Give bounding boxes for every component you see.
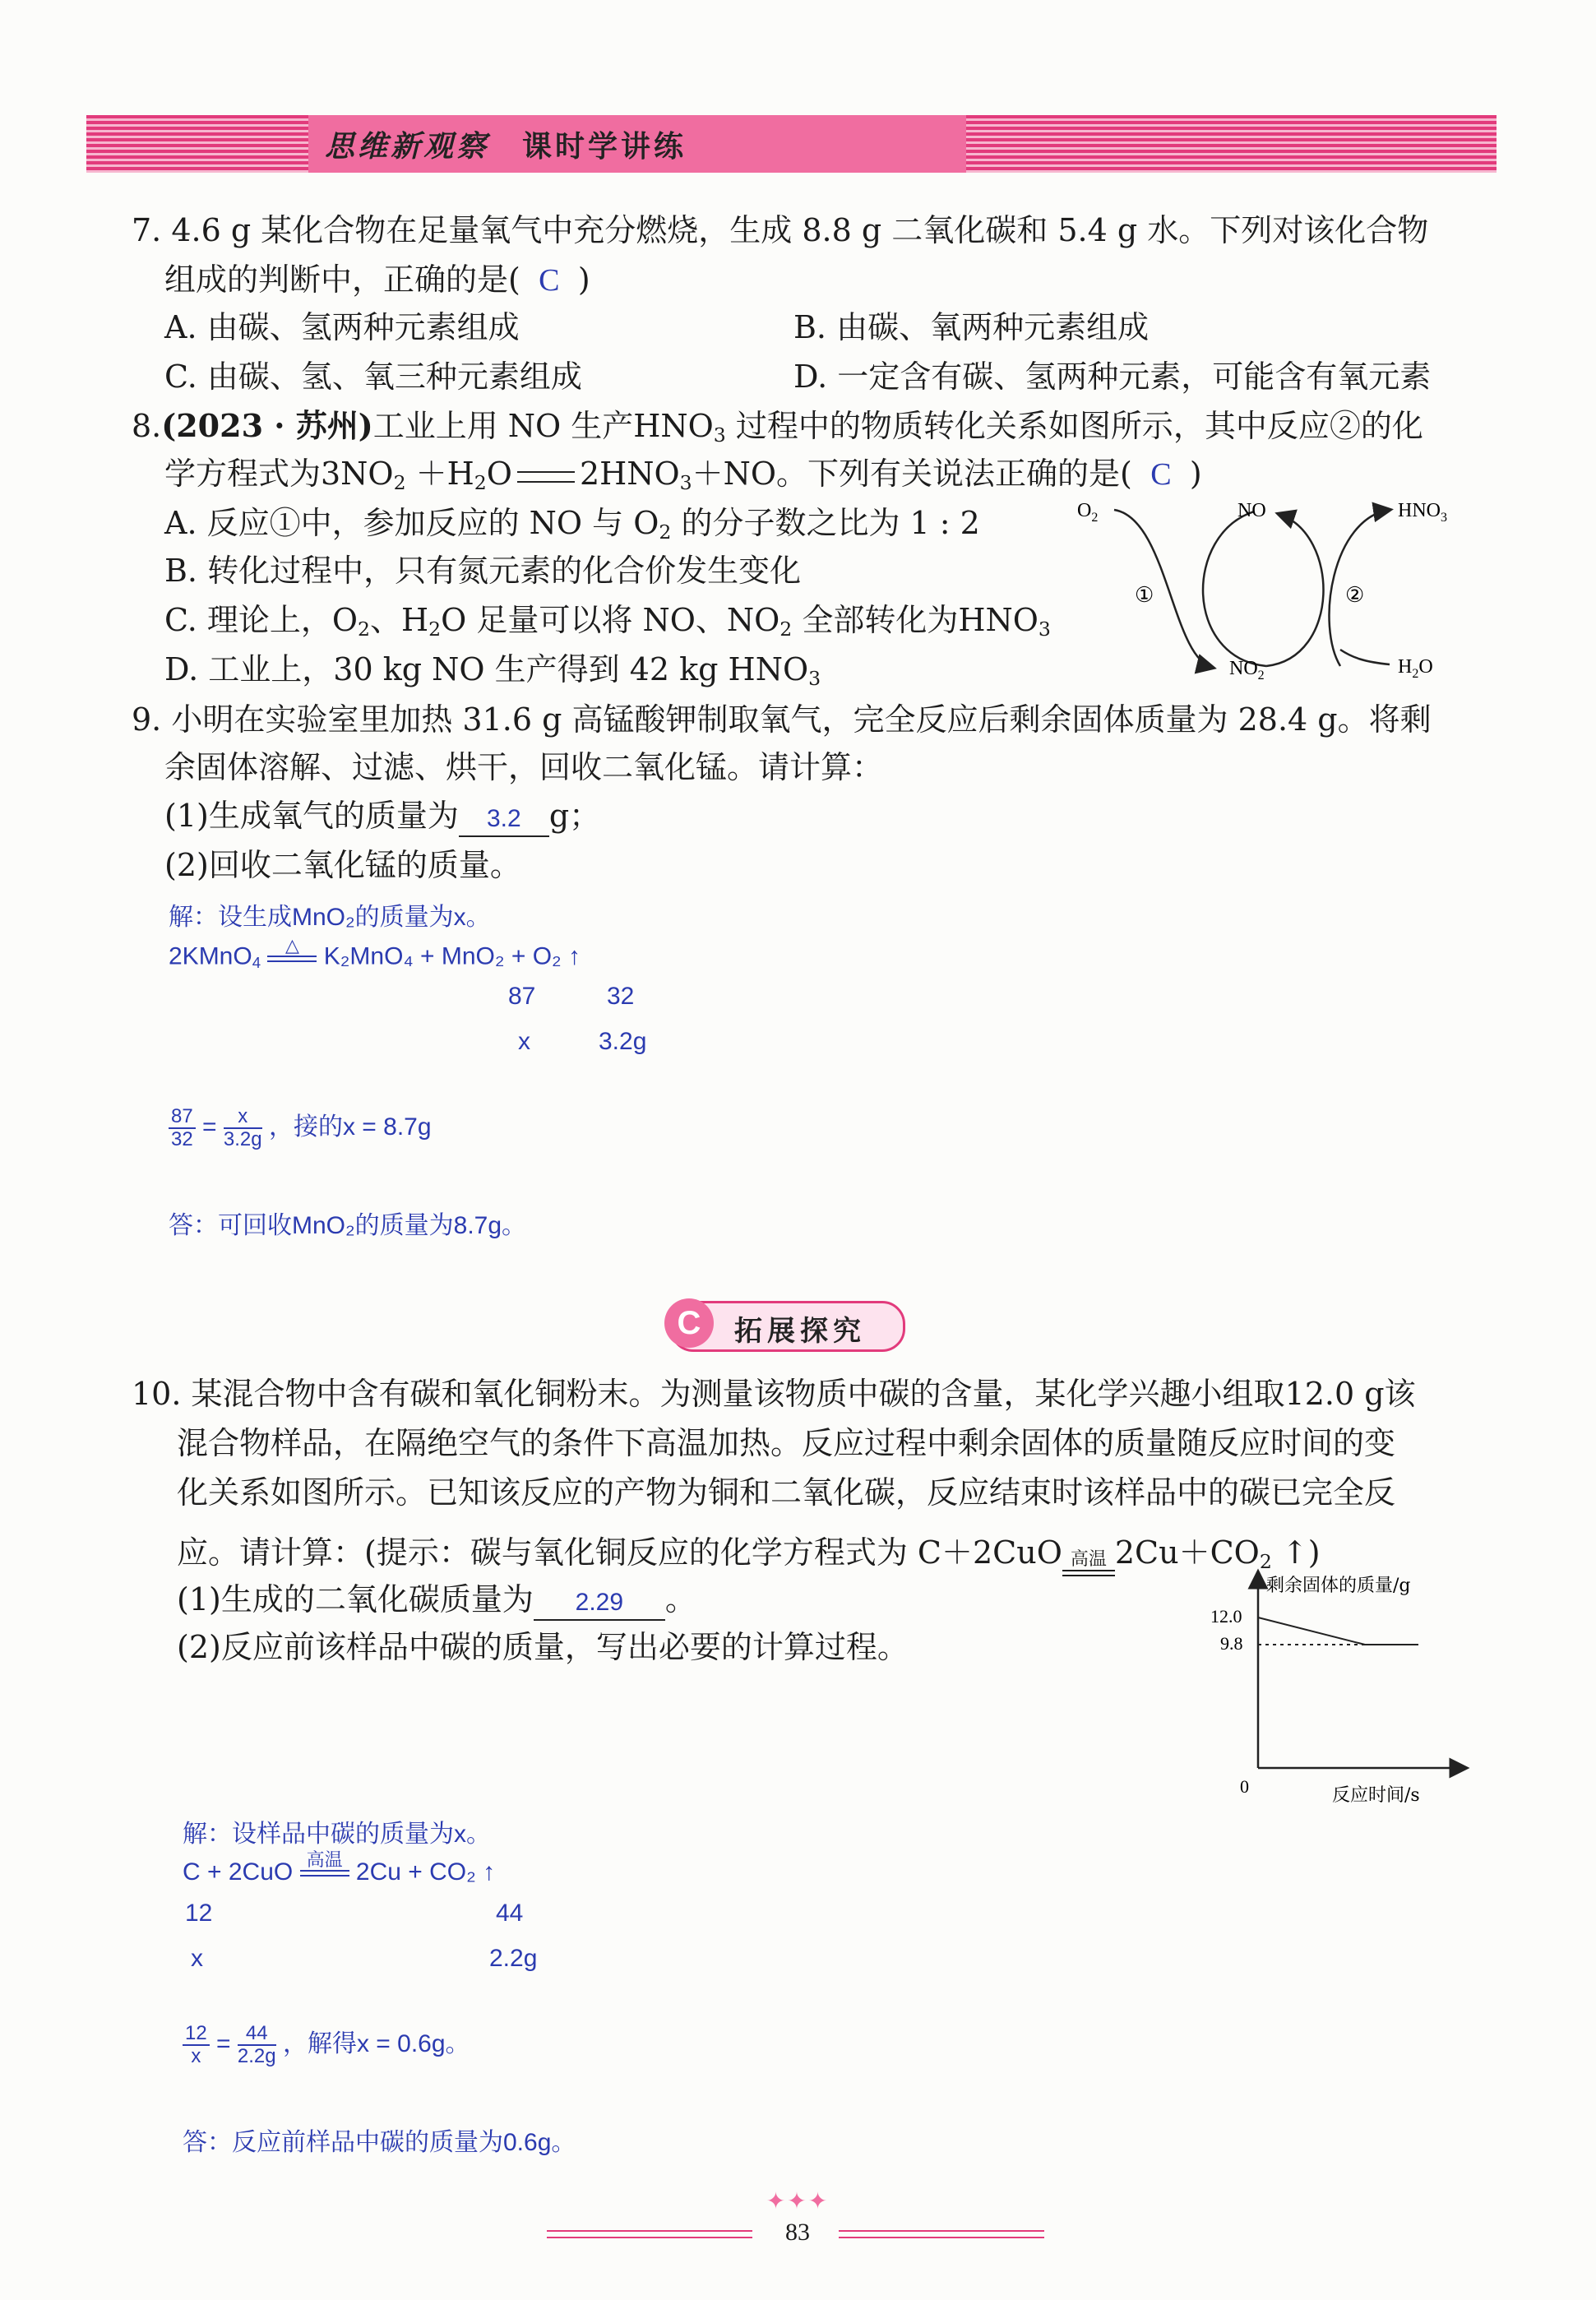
q10-eq-right: 2Cu + CO₂ ↑ (355, 1858, 496, 1886)
q8-eq-e: ＋NO。下列有关说法正确的是( (692, 456, 1132, 492)
q8-sub: 3 (713, 423, 726, 447)
q10-line4-condition: 高温 (1062, 1550, 1115, 1586)
q10-solution-set: 解：设样品中碳的质量为x。 (183, 1821, 491, 1848)
q7-stem: 组成的判断中，正确的是( (164, 261, 520, 298)
q8-eq-b: ＋H (405, 456, 474, 492)
q8-eq-sub1: 2 (393, 470, 406, 494)
q7-option-b: B. 由碳、氧两种元素组成 (793, 309, 1150, 345)
q9-part1 (164, 791, 600, 840)
q7-line2 (164, 255, 590, 305)
q8-close: ) (1189, 456, 1202, 492)
q10-mass-graph (1200, 1566, 1472, 1813)
q9-line1: 9. 小明在实验室里加热 31.6 g 高锰酸钾制取氧气，完全反应后剩余固体质量为 28.4 g。将剩 (132, 701, 1432, 738)
q10-ratio-row1-a: 12 (185, 1900, 213, 1927)
q8-opt-d-text: D. 工业上，30 kg NO 生产得到 42 kg HNO (164, 651, 809, 687)
q8-conversion-diagram (1069, 493, 1497, 691)
q8-eq-c: O (486, 456, 512, 492)
q8-text-a: 工业上用 NO 生产HNO (372, 408, 714, 444)
graph-y-label: 剩余固体的质量/g (1266, 1576, 1411, 1596)
graph-x-label: 反应时间/s (1332, 1785, 1420, 1806)
footer-line-left (547, 2230, 752, 2238)
section-c-icon: C (664, 1298, 714, 1348)
q7-option-a: A. 由碳、氢两种元素组成 (164, 309, 520, 345)
q10-solution-equation (183, 1850, 495, 1886)
q9-solution-equation: 2KMnO$_4$ △ K₂MnO₄ + MnO₂ + O₂ ↑ (169, 935, 581, 971)
q9-solve-text: ，接的x = 8.7g (268, 1113, 432, 1141)
q10-part1-text: (1)生成的二氧化碳质量为 (177, 1581, 534, 1617)
q8-opt-c-1: C. 理论上，O (164, 602, 359, 638)
q10-line4-c: ↑) (1271, 1534, 1321, 1571)
q10-line4-b: 2Cu＋CO (1114, 1534, 1260, 1571)
q8-label-hno3: $HNO_3$ (1398, 500, 1447, 525)
q9-part2: (2)回收二氧化锰的质量。 (164, 847, 521, 883)
q9-part1-unit: g； (548, 798, 601, 834)
q8-eq-sign (517, 471, 575, 483)
q8-eq-sub2: 2 (474, 470, 487, 494)
header-subtitle: 课时学讲练 (522, 129, 687, 164)
q8-answer: C (1150, 457, 1172, 492)
q8-opt-d-sub: 3 (808, 666, 821, 690)
q8-option-b: B. 转化过程中，只有氮元素的化合价发生变化 (164, 553, 802, 589)
footer-flower-icon: ✦✦✦ (766, 2187, 830, 2214)
q9-line2: 余固体溶解、过滤、烘干，回收二氧化锰。请计算： (164, 749, 884, 785)
q9-part1-text: (1)生成氧气的质量为 (164, 798, 459, 834)
page-number: 83 (785, 2219, 810, 2246)
q8-opt-c-s4: 3 (1038, 617, 1051, 641)
q9-eq-right: K₂MnO₄ + MnO₂ + O₂ ↑ (323, 942, 581, 970)
q10-part1-answer: 2.29 (534, 1586, 665, 1621)
q8-opt-a-sub: 2 (659, 520, 672, 544)
q9-part1-answer: 3.2 (459, 803, 549, 837)
q8-opt-c-s3: 2 (779, 617, 793, 641)
q9-ratio-row2-a: x (518, 1028, 530, 1055)
q9-eq-left: 2KMnO (169, 942, 252, 970)
q10-line3: 化关系如图所示。已知该反应的产物为铜和二氧化碳，反应结束时该样品中的碳已完全反 (177, 1474, 1396, 1511)
q8-label-no2: $NO_2$ (1229, 658, 1265, 683)
q8-opt-a-text: A. 反应①中，参加反应的 NO 与 O (164, 505, 659, 541)
section-title: 拓展探究 (734, 1315, 866, 1348)
q9-solution-proportion: $\frac{87}{32}$ = $\frac{x}{3.2g}$ ，接的x = 8.7g (169, 1106, 432, 1150)
q7-option-d: D. 一定含有碳、氢两种元素，可能含有氧元素 (793, 359, 1432, 395)
q10-line1: 10. 某混合物中含有碳和氧化铜粉末。为测量该物质中碳的含量，某化学兴趣小组取12.0 g该 (132, 1376, 1416, 1412)
q8-opt-c-4: 全部转化为HNO (792, 602, 1039, 638)
q10-part1 (177, 1575, 696, 1624)
q9-ratio-row2-b: 3.2g (599, 1028, 647, 1055)
q8-opt-c-3: O 足量可以将 NO、NO (441, 602, 780, 638)
q8-eq-a: 学方程式为3NO (164, 456, 394, 492)
q10-line4-sub: 2 (1259, 1549, 1272, 1573)
footer-line-right (839, 2230, 1044, 2238)
q10-solution-answer: 答：反应前样品中碳的质量为0.6g。 (183, 2129, 576, 2156)
q8-arc-h2o (1340, 650, 1390, 664)
q10-ratio-row1-b: 44 (496, 1900, 524, 1927)
q7-answer: C (539, 263, 560, 298)
q8-label-no: NO (1237, 500, 1266, 521)
q10-line4-a: 应。请计算：(提示：碳与氧化铜反应的化学方程式为 C＋2CuO (177, 1534, 1062, 1571)
q8-opt-c-s1: 2 (358, 617, 371, 641)
q10-eq-left: C + 2CuO (183, 1858, 294, 1886)
q8-text-b: 过程中的物质转化关系如图所示，其中反应②的化 (725, 408, 1423, 444)
q10-line2: 混合物样品，在隔绝空气的条件下高温加热。反应过程中剩余固体的质量随反应时间的变 (177, 1425, 1396, 1461)
q8-source: (2023 · 苏州) (161, 407, 373, 444)
q9-solution-set: 解：设生成MnO₂的质量为x。 (169, 904, 491, 931)
q8-label-r2: ② (1345, 583, 1365, 608)
graph-origin: 0 (1240, 1776, 1249, 1797)
q10-eq-condition: 高温 (300, 1850, 349, 1886)
q9-solution-answer: 答：可回收MnO₂的质量为8.7g。 (169, 1212, 527, 1239)
q8-opt-c-s2: 2 (428, 617, 442, 641)
q8-arc-right (1266, 514, 1324, 666)
q10-part1-end: 。 (664, 1581, 696, 1617)
q8-label-r1: ① (1135, 583, 1154, 608)
q7-option-c: C. 由碳、氢、氧三种元素组成 (164, 359, 582, 395)
q8-opt-c-2: 、H (370, 602, 429, 638)
q10-solution-proportion: $\frac{12}{x}$ = $\frac{44}{2.2g}$ ，解得x = 0.6g。 (183, 2023, 470, 2067)
q8-label-h2o: $H_2O$ (1398, 656, 1433, 681)
q8-opt-a-text2: 的分子数之比为 1 : 2 (671, 505, 980, 541)
q8-eq-sub3: 3 (679, 470, 692, 494)
q10-solve-text: ，解得x = 0.6g。 (282, 2030, 470, 2057)
q9-eq-condition: △ (267, 936, 317, 972)
q8-eq-d: 2HNO (579, 456, 680, 492)
header-brand: 思维新观察 (325, 129, 490, 164)
q8-label-o2: $O_2$ (1077, 500, 1099, 525)
section-banner (670, 1301, 905, 1352)
header-band (86, 115, 1497, 173)
q9-ratio-row1-a: 87 (508, 983, 536, 1010)
q8-number: 8. (132, 408, 162, 444)
q7-close: ) (577, 261, 590, 298)
graph-y-start: 12.0 (1210, 1606, 1242, 1627)
q9-ratio-row1-b: 32 (607, 983, 635, 1010)
q10-ratio-row2-a: x (191, 1945, 203, 1972)
q7-line1: 7. 4.6 g 某化合物在足量氧气中充分燃烧，生成 8.8 g 二氧化碳和 5.4 g 水。下列对该化合物 (132, 212, 1429, 248)
q10-part2: (2)反应前该样品中碳的质量，写出必要的计算过程。 (177, 1629, 909, 1665)
q8-arc-left (1114, 510, 1213, 668)
graph-y-end: 9.8 (1220, 1633, 1243, 1654)
graph-start-segment (1258, 1617, 1365, 1645)
q8-arc-left-back (1203, 511, 1266, 666)
q10-ratio-row2-b: 2.2g (489, 1945, 538, 1972)
